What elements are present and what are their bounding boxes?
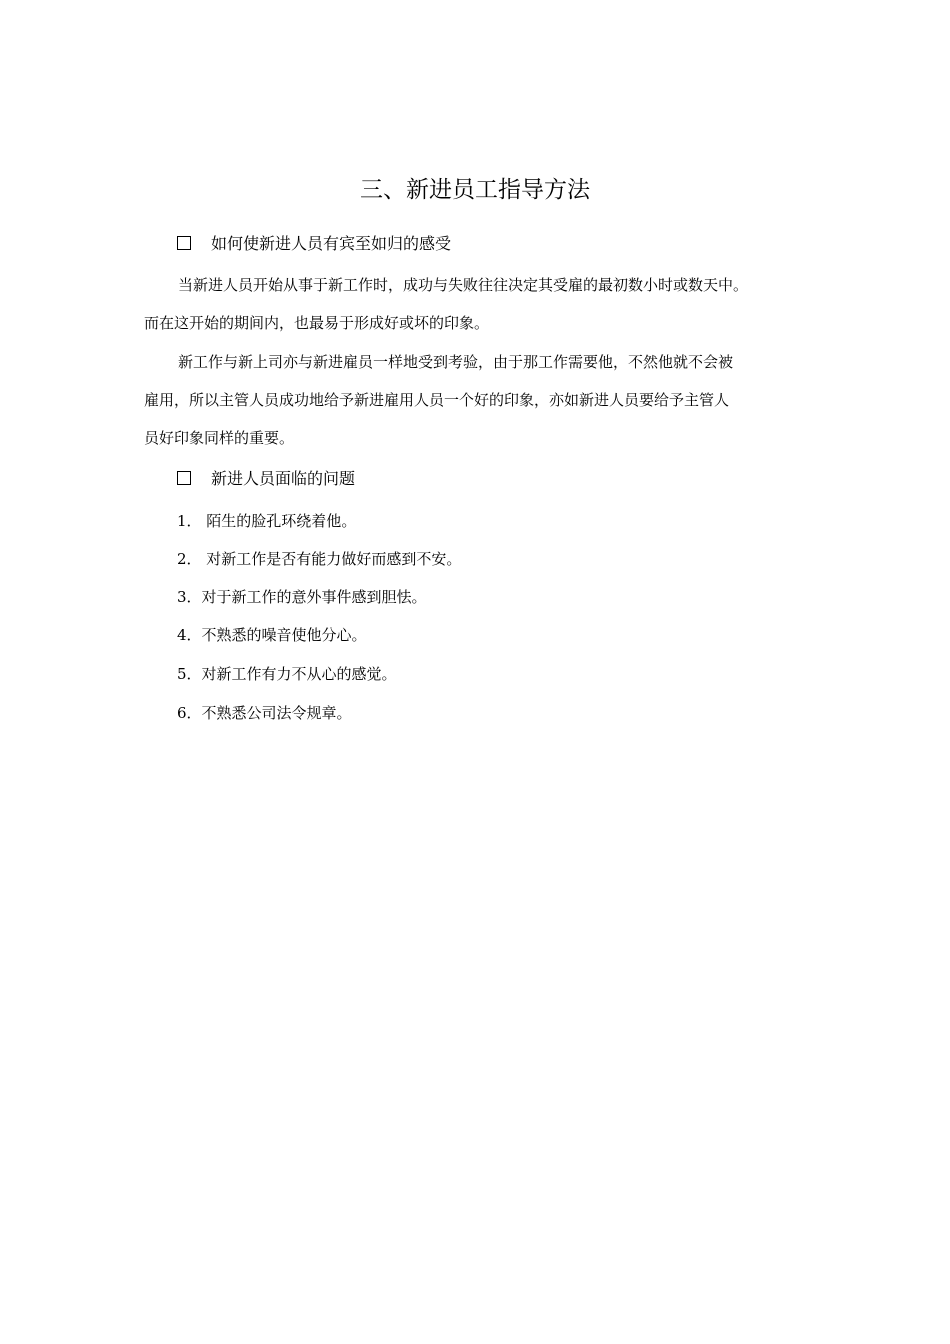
paragraph-first-impression bbox=[144, 266, 824, 342]
section-heading-text: 如何使新进人员有宾至如归的感受 bbox=[211, 234, 452, 253]
checkbox-bullet-icon bbox=[177, 236, 191, 250]
section-heading-problems bbox=[177, 467, 355, 491]
paragraph-line: 员好印象同样的重要。 bbox=[144, 429, 295, 447]
paragraph-line: 而在这开始的期间内，也最易于形成好或坏的印象。 bbox=[144, 314, 490, 332]
section-heading-welcome bbox=[177, 232, 451, 256]
list-item: 2． 对新工作是否有能力做好而感到不安。 bbox=[177, 550, 462, 568]
checkbox-bullet-icon bbox=[177, 471, 191, 485]
paragraph-line: 当新进人员开始从事于新工作时，成功与失败往往决定其受雇的最初数小时或数天中。 bbox=[178, 276, 749, 294]
paragraph-supervisor-impression bbox=[144, 343, 824, 457]
list-item: 5．对新工作有力不从心的感觉。 bbox=[177, 665, 397, 683]
paragraph-line: 新工作与新上司亦与新进雇员一样地受到考验，由于那工作需要他，不然他就不会被 bbox=[178, 353, 734, 371]
list-item: 1． 陌生的脸孔环绕着他。 bbox=[177, 512, 357, 530]
list-item: 4．不熟悉的噪音使他分心。 bbox=[177, 626, 367, 644]
list-item: 3．对于新工作的意外事件感到胆怯。 bbox=[177, 588, 427, 606]
list-item: 6．不熟悉公司法令规章。 bbox=[177, 704, 352, 722]
page-title: 三、新进员工指导方法 bbox=[360, 177, 590, 203]
paragraph-line: 雇用，所以主管人员成功地给予新进雇用人员一个好的印象，亦如新进人员要给予主管人 bbox=[144, 391, 730, 409]
section-heading-text: 新进人员面临的问题 bbox=[211, 469, 356, 488]
